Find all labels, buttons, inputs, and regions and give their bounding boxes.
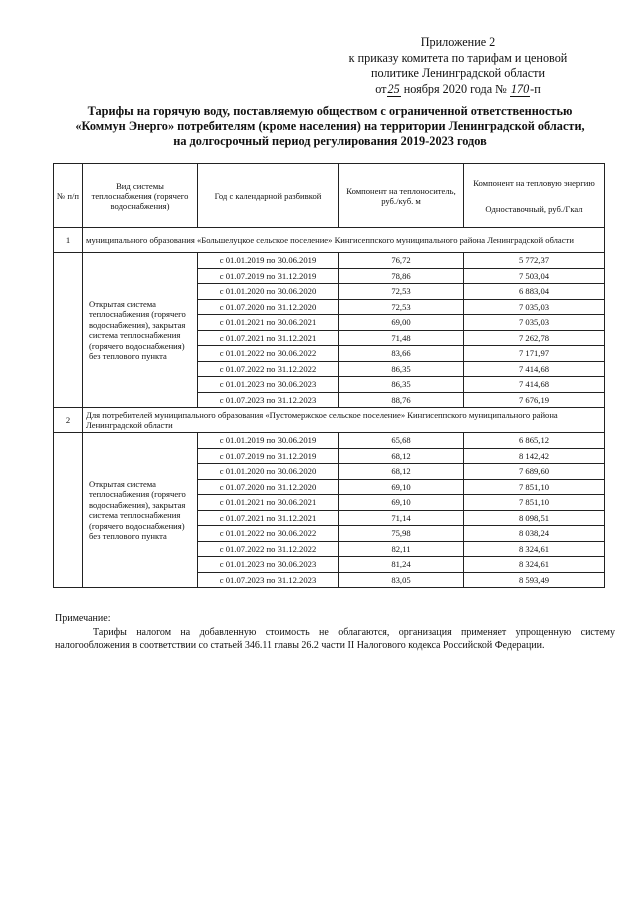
energy-cell: 8 038,24 [464, 526, 605, 542]
header-period: Год с календарной разбивкой [198, 164, 339, 228]
energy-cell: 8 324,61 [464, 541, 605, 557]
carrier-cell: 81,24 [339, 557, 464, 573]
order-day: 25 [387, 81, 400, 96]
period-cell: с 01.07.2020 по 31.12.2020 [198, 299, 339, 315]
energy-cell: 7 414,68 [464, 377, 605, 393]
energy-cell: 8 142,42 [464, 448, 605, 464]
appendix-title: Приложение 2 [420, 35, 496, 49]
energy-cell: 7 035,03 [464, 299, 605, 315]
carrier-cell: 71,14 [339, 510, 464, 526]
system-type: Открытая система теплоснабжения (горячего водоснабжения), закрытая система теплоснабжения (горячего водоснабжения) без теплового пункта [83, 253, 198, 408]
energy-cell: 8 324,61 [464, 557, 605, 573]
header-num: № п/п [54, 164, 83, 228]
carrier-cell: 69,10 [339, 495, 464, 511]
carrier-cell: 75,98 [339, 526, 464, 542]
order-number: 170 [510, 81, 530, 96]
header-system: Вид системы теплоснабжения (горячего водоснабжения) [83, 164, 198, 228]
period-cell: с 01.01.2021 по 30.06.2021 [198, 495, 339, 511]
group-number: 2 [54, 408, 83, 433]
title-line-2: «Коммун Энерго» потребителям (кроме населения) на территории Ленинградской области, [75, 119, 585, 133]
energy-cell: 7 851,10 [464, 479, 605, 495]
period-cell: с 01.07.2020 по 31.12.2020 [198, 479, 339, 495]
period-cell: с 01.07.2019 по 31.12.2019 [198, 268, 339, 284]
document-title [40, 104, 620, 149]
energy-cell: 7 676,19 [464, 392, 605, 408]
carrier-cell: 86,35 [339, 377, 464, 393]
empty-num-cell [54, 253, 83, 408]
tariff-table [53, 163, 605, 588]
period-cell: с 01.07.2021 по 31.12.2021 [198, 510, 339, 526]
table-row [54, 433, 605, 449]
appendix-order-line: к приказу комитета по тарифам и ценовой [348, 50, 568, 65]
title-line-1: Тарифы на горячую воду, поставляемую обществом с ограниченной ответственностью [87, 104, 573, 118]
group-row [54, 408, 605, 433]
energy-cell: 6 883,04 [464, 284, 605, 300]
period-cell: с 01.01.2022 по 30.06.2022 [198, 346, 339, 362]
title-line-3: на долгосрочный период регулирования 2019-2023 годов [173, 134, 487, 148]
header-energy-top: Компонент на тепловую энергию [473, 177, 595, 188]
number-suffix: -п [530, 81, 541, 96]
period-cell: с 01.01.2023 по 30.06.2023 [198, 557, 339, 573]
carrier-cell: 72,53 [339, 284, 464, 300]
carrier-cell: 78,86 [339, 268, 464, 284]
period-cell: с 01.01.2020 по 30.06.2020 [198, 464, 339, 480]
header-energy-bottom: Одноставочный, руб./Гкал [485, 203, 583, 214]
date-mid: ноября 2020 года № [403, 81, 507, 96]
carrier-cell: 69,00 [339, 315, 464, 331]
carrier-cell: 71,48 [339, 330, 464, 346]
carrier-cell: 83,66 [339, 346, 464, 362]
appendix-committee-line: политике Ленинградской области [371, 66, 545, 80]
period-cell: с 01.07.2022 по 31.12.2022 [198, 541, 339, 557]
period-cell: с 01.01.2023 по 30.06.2023 [198, 377, 339, 393]
carrier-cell: 88,76 [339, 392, 464, 408]
carrier-cell: 72,53 [339, 299, 464, 315]
period-cell: с 01.07.2021 по 31.12.2021 [198, 330, 339, 346]
table-row [54, 253, 605, 269]
period-cell: с 01.01.2022 по 30.06.2022 [198, 526, 339, 542]
period-cell: с 01.07.2023 по 31.12.2023 [198, 392, 339, 408]
group-title: муниципального образования «Большелуцкое сельское поселение» Кингисеппского муниципального района Ленинградской области [83, 228, 605, 253]
period-cell: с 01.07.2023 по 31.12.2023 [198, 572, 339, 588]
carrier-cell: 82,11 [339, 541, 464, 557]
group-title: Для потребителей муниципального образования «Пустомержское сельское поселение» Кингисеппского муниципального района Ленинградской области [83, 408, 605, 433]
date-prefix: от [375, 81, 387, 96]
energy-cell: 8 593,49 [464, 572, 605, 588]
note-label: Примечание: [55, 613, 111, 624]
period-cell: с 01.01.2019 по 30.06.2019 [198, 253, 339, 269]
period-cell: с 01.07.2022 по 31.12.2022 [198, 361, 339, 377]
energy-cell: 7 171,97 [464, 346, 605, 362]
energy-cell: 6 865,12 [464, 433, 605, 449]
period-cell: с 01.01.2020 по 30.06.2020 [198, 284, 339, 300]
appendix-date-line [328, 82, 588, 98]
period-cell: с 01.01.2021 по 30.06.2021 [198, 315, 339, 331]
note-text: Тарифы налогом на добавленную стоимость не облагаются, организация применяет упрощенную систему налогообложения в соответствии со статьей 346.11 главы 26.2 части II Налогового кодекса Российской Федерации. [55, 626, 615, 651]
period-cell: с 01.01.2019 по 30.06.2019 [198, 433, 339, 449]
energy-cell: 8 098,51 [464, 510, 605, 526]
group-row [54, 228, 605, 253]
energy-cell: 7 503,04 [464, 268, 605, 284]
energy-cell: 7 262,78 [464, 330, 605, 346]
header-energy [464, 164, 605, 228]
carrier-cell: 69,10 [339, 479, 464, 495]
system-type: Открытая система теплоснабжения (горячего водоснабжения), закрытая система теплоснабжения (горячего водоснабжения) без теплового пункта [83, 433, 198, 588]
carrier-cell: 76,72 [339, 253, 464, 269]
group-number: 1 [54, 228, 83, 253]
period-cell: с 01.07.2019 по 31.12.2019 [198, 448, 339, 464]
energy-cell: 5 772,37 [464, 253, 605, 269]
energy-cell: 7 414,68 [464, 361, 605, 377]
header-carrier: Компонент на теплоноситель, руб./куб. м [339, 164, 464, 228]
energy-cell: 7 851,10 [464, 495, 605, 511]
carrier-cell: 68,12 [339, 464, 464, 480]
energy-cell: 7 689,60 [464, 464, 605, 480]
carrier-cell: 68,12 [339, 448, 464, 464]
empty-num-cell [54, 433, 83, 588]
table-header-row [54, 164, 605, 228]
carrier-cell: 83,05 [339, 572, 464, 588]
carrier-cell: 65,68 [339, 433, 464, 449]
note [55, 612, 615, 653]
carrier-cell: 86,35 [339, 361, 464, 377]
energy-cell: 7 035,03 [464, 315, 605, 331]
appendix-header [328, 35, 588, 97]
